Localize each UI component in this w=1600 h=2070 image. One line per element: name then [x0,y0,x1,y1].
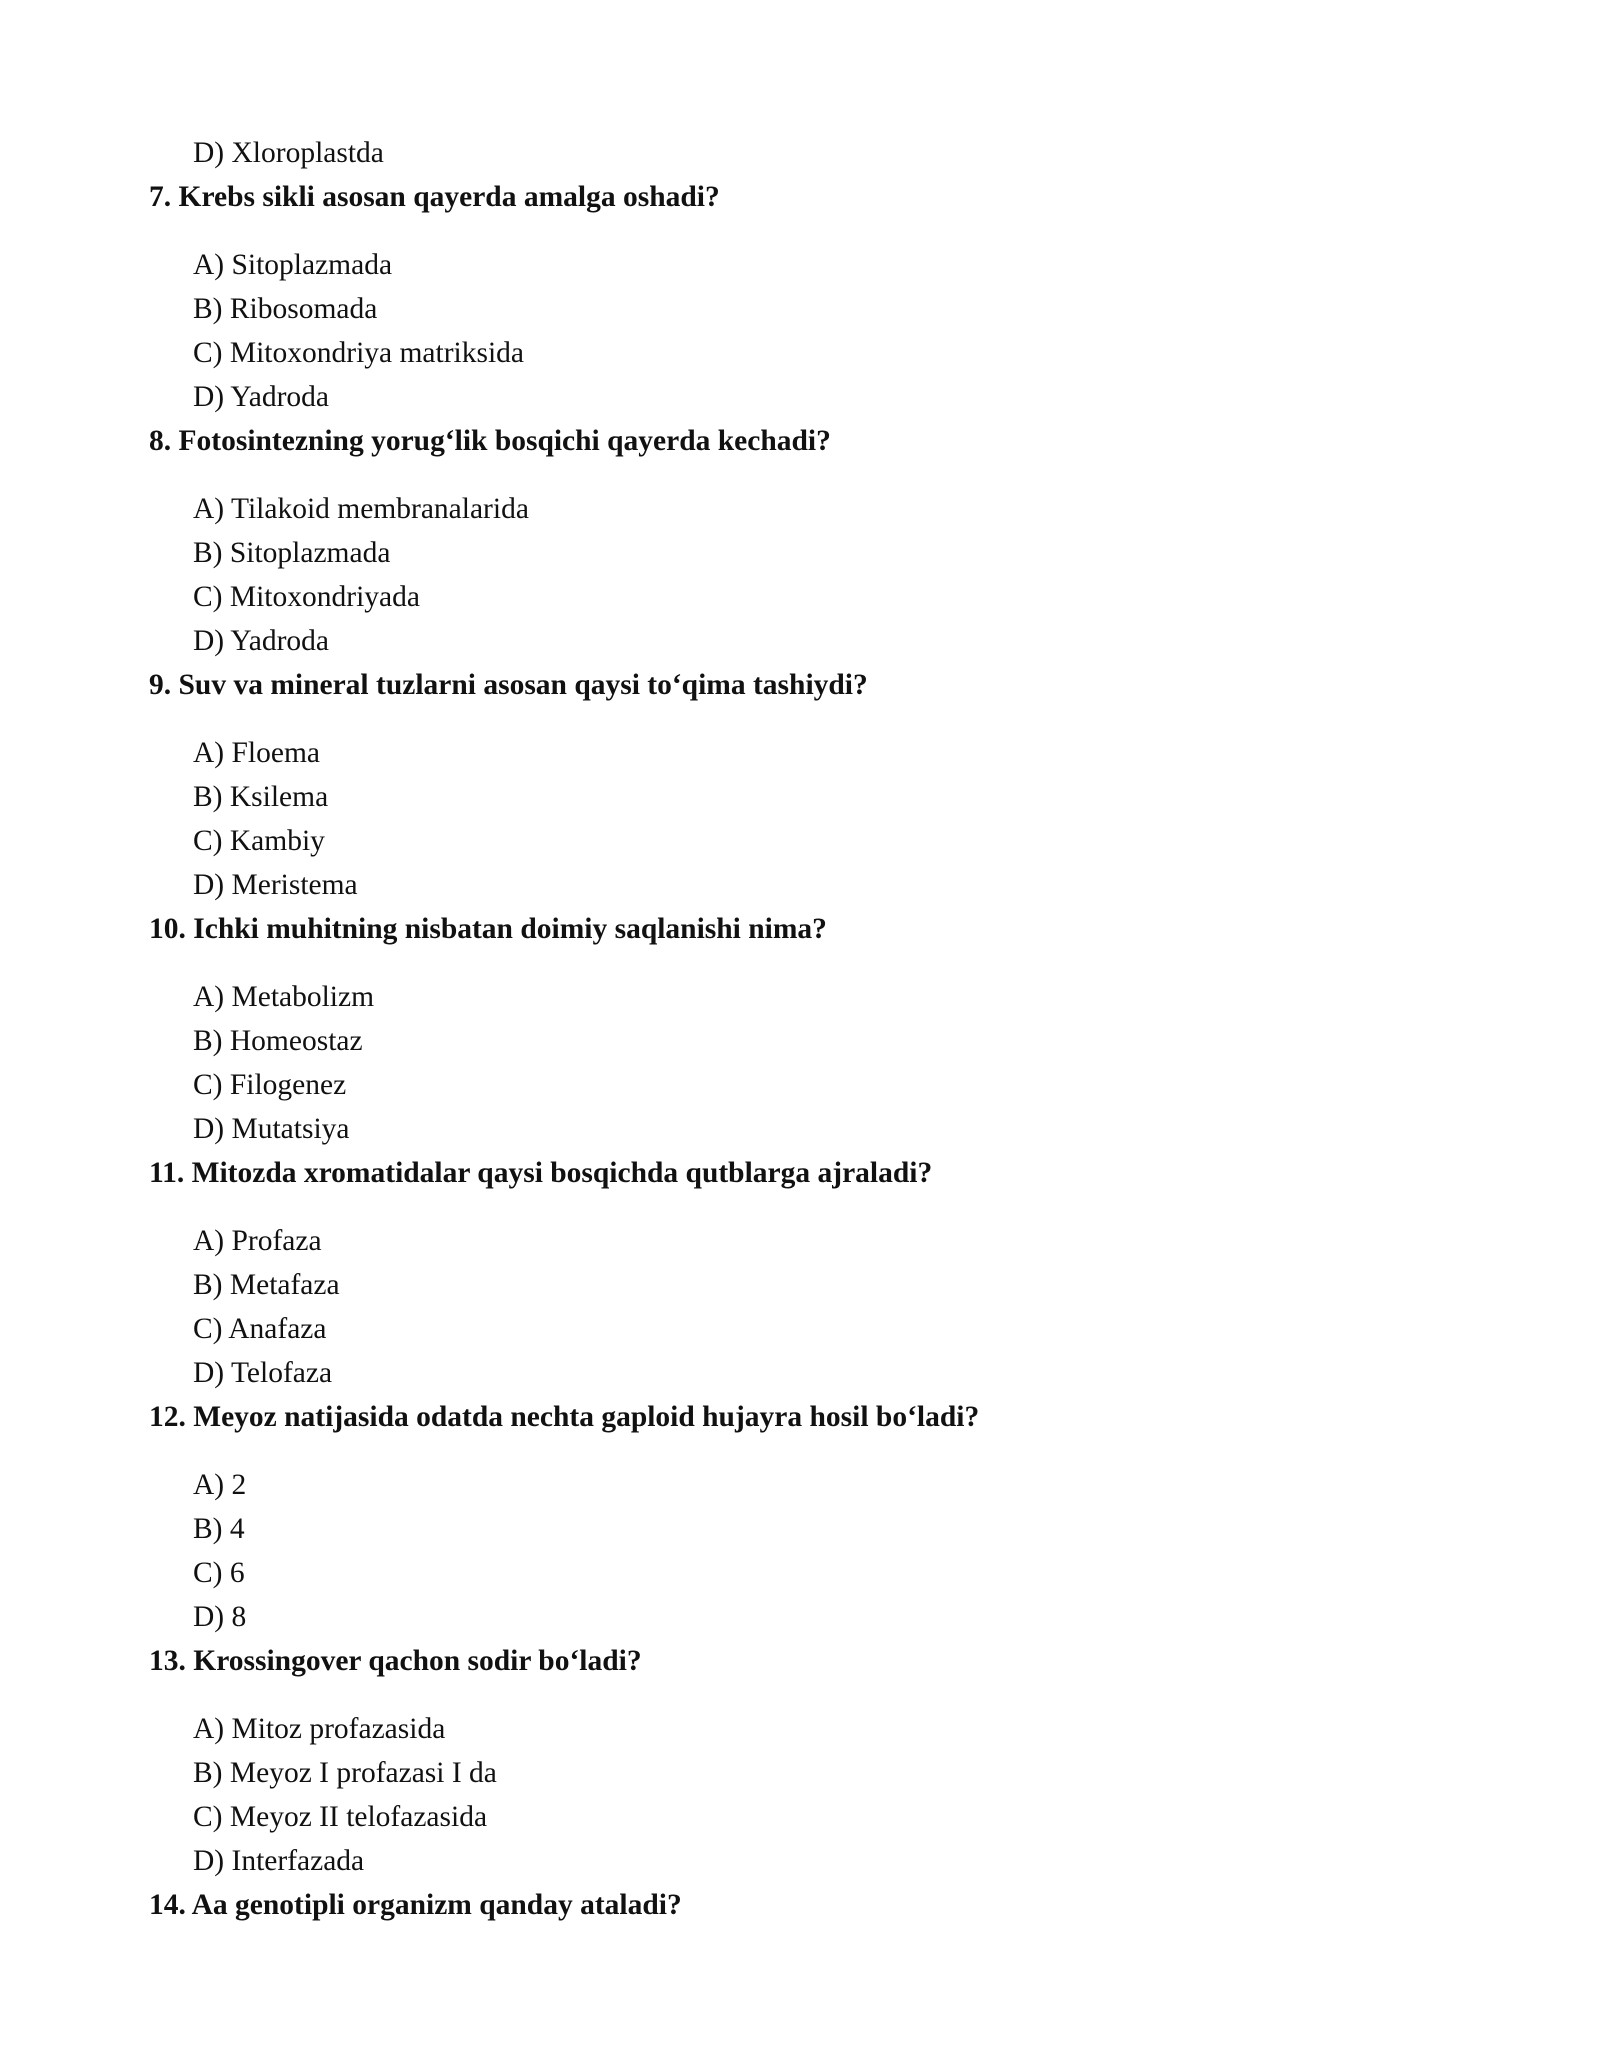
question-12-option-d: D) 8 [193,1601,247,1633]
question-8-option-b: B) Sitoplazmada [193,537,391,569]
question-7-text: 7. Krebs sikli asosan qayerda amalga oshadi? [149,181,720,213]
question-9-option-a: A) Floema [193,737,320,769]
question-11-option-d: D) Telofaza [193,1357,333,1389]
question-13-option-d: D) Interfazada [193,1845,365,1877]
question-10-option-d: D) Mutatsiya [193,1113,350,1145]
question-11-option-a: A) Profaza [193,1225,322,1257]
question-8-option-d: D) Yadroda [193,625,330,657]
question-9-option-c: C) Kambiy [193,825,325,857]
question-10-option-c: C) Filogenez [193,1069,347,1101]
question-13-option-b: B) Meyoz I profazasi I da [193,1757,497,1789]
question-13-option-c: C) Meyoz II telofazasida [193,1801,488,1833]
question-6-option-d: D) Xloroplastda [193,137,384,169]
question-9-text: 9. Suv va mineral tuzlarni asosan qaysi to‘qima tashiydi? [149,669,868,701]
question-7-option-a: A) Sitoplazmada [193,249,393,281]
question-9-option-d: D) Meristema [193,869,358,901]
question-12-option-c: C) 6 [193,1557,245,1589]
question-10-option-b: B) Homeostaz [193,1025,363,1057]
question-14-text: 14. Aa genotipli organizm qanday ataladi? [149,1889,682,1921]
question-7-option-c: C) Mitoxondriya matriksida [193,337,525,369]
question-11-option-c: C) Anafaza [193,1313,327,1345]
question-11-text: 11. Mitozda xromatidalar qaysi bosqichda qutblarga ajraladi? [149,1157,933,1189]
question-8-option-a: A) Tilakoid membranalarida [193,493,529,525]
question-9-option-b: B) Ksilema [193,781,329,813]
question-13-text: 13. Krossingover qachon sodir bo‘ladi? [149,1645,642,1677]
question-13-option-a: A) Mitoz profazasida [193,1713,446,1745]
question-10-text: 10. Ichki muhitning nisbatan doimiy saqlanishi nima? [149,913,827,945]
question-8-text: 8. Fotosintezning yorug‘lik bosqichi qayerda kechadi? [149,425,831,457]
question-12-option-b: B) 4 [193,1513,245,1545]
question-11-option-b: B) Metafaza [193,1269,340,1301]
question-10-option-a: A) Metabolizm [193,981,375,1013]
question-8-option-c: C) Mitoxondriyada [193,581,420,613]
question-7-option-b: B) Ribosomada [193,293,378,325]
question-12-text: 12. Meyoz natijasida odatda nechta gaploid hujayra hosil bo‘ladi? [149,1401,980,1433]
question-12-option-a: A) 2 [193,1469,247,1501]
question-7-option-d: D) Yadroda [193,381,330,413]
